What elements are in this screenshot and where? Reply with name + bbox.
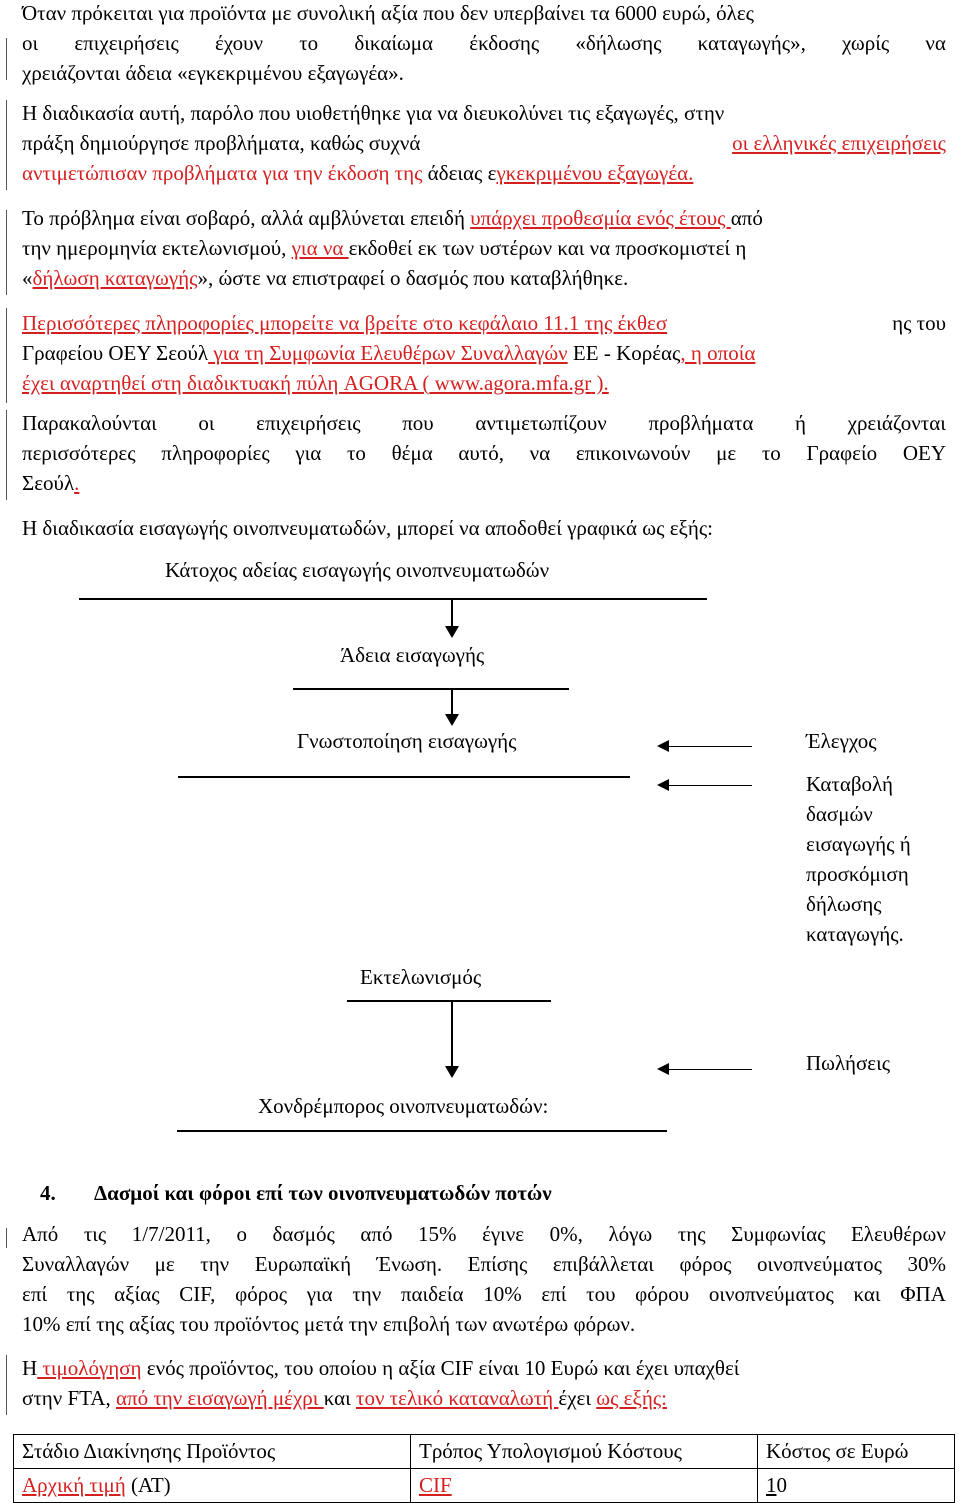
word: επί <box>541 1282 567 1306</box>
paragraph-line: χρειάζονται άδεια «εγκεκριμένου εξαγωγέα». <box>22 61 404 85</box>
paragraph-line <box>22 1284 946 1305</box>
cell-method <box>411 1469 758 1503</box>
holder-line <box>79 598 707 600</box>
word: από <box>360 1222 393 1246</box>
wholesaler-label: Χονδρέμπορος οινοπνευματωδών: <box>258 1094 549 1118</box>
text: ενός προϊόντος, του οποίου η αξία CIF είναι 10 Ευρώ και έχει υπαχθεί <box>141 1356 740 1380</box>
arrow-shaft <box>668 785 752 786</box>
arrow-shaft <box>668 1069 752 1070</box>
word: για <box>295 441 322 465</box>
agora-link[interactable]: www.agora.mfa.gr <box>429 371 592 395</box>
tracked-change: γκεκριμένου εξαγωγέα. <box>496 161 694 185</box>
word: χρειάζονται <box>847 411 946 435</box>
tracked-change: για να <box>291 236 349 260</box>
left-arrow-icon <box>657 740 669 752</box>
word: πληροφορίες <box>161 441 270 465</box>
text: Σεούλ <box>22 471 75 495</box>
paragraph-line <box>22 343 755 364</box>
arrow-shaft <box>451 1000 453 1067</box>
change-bar <box>6 410 7 500</box>
paragraph-line <box>22 473 79 494</box>
paragraph-line <box>22 413 946 434</box>
paragraph-line <box>22 313 946 334</box>
paragraph-line: 10% επί της αξίας του προϊόντος μετά την επιβολή των ανωτέρω φόρων. <box>22 1312 636 1336</box>
word: Ένωση. <box>376 1252 443 1276</box>
word: οινοπνεύματος <box>708 1282 834 1306</box>
word: Παρακαλούνται <box>22 411 157 435</box>
word: 15% <box>418 1222 457 1246</box>
word: αντιμετωπίζουν <box>475 411 607 435</box>
word: Συμφωνίας <box>731 1222 826 1246</box>
change-bar <box>6 100 7 190</box>
word: καταγωγής», <box>697 31 806 55</box>
word: την <box>200 1252 230 1276</box>
tracked-change: Αρχική τιμή <box>22 1473 126 1497</box>
text: την ημερομηνία εκτελωνισμού, <box>22 236 292 260</box>
customs-label: Εκτελωνισμός <box>360 965 482 989</box>
payment-line: δασμών <box>806 802 873 826</box>
text: από <box>730 206 763 230</box>
text: και <box>323 1386 356 1410</box>
word: Από <box>22 1222 59 1246</box>
word: προβλήματα <box>648 411 754 435</box>
word: φόρου <box>635 1282 690 1306</box>
word: της <box>677 1222 706 1246</box>
word: έκδοσης <box>469 31 540 55</box>
word: CIF, <box>179 1282 216 1306</box>
down-arrow-icon <box>445 714 459 726</box>
text: ης του <box>892 311 946 335</box>
word: να <box>529 441 551 465</box>
word: παιδεία <box>400 1282 464 1306</box>
paragraph-line: Η διαδικασία αυτή, παρόλο που υιοθετήθηκε για να διευκολύνει τις εξαγωγές, στην <box>22 101 725 125</box>
word: δασμός <box>272 1222 335 1246</box>
paragraph-line <box>22 443 946 464</box>
tracked-change: για τη Συμφωνία Ελευθέρων Συναλλαγών <box>208 341 568 365</box>
table-row <box>14 1469 955 1503</box>
paragraph-line <box>22 33 946 54</box>
text: 1 <box>766 1473 777 1497</box>
licence-line <box>293 688 569 690</box>
table-header-row <box>14 1435 955 1469</box>
payment-line: Καταβολή <box>806 772 893 796</box>
paragraph-line <box>22 373 609 394</box>
text: 0 <box>776 1473 787 1497</box>
word: Γραφείο <box>806 441 878 465</box>
text: έχει <box>558 1386 597 1410</box>
text: ΕΕ - Κορέας <box>567 341 681 365</box>
word: 30% <box>907 1252 946 1276</box>
word: που <box>402 411 434 435</box>
change-bar <box>6 38 7 80</box>
word: έγινε <box>482 1222 525 1246</box>
tracked-change: ). <box>591 371 609 395</box>
word: επιχειρήσεις <box>256 411 361 435</box>
cell-stage <box>14 1469 411 1503</box>
word: και <box>853 1282 881 1306</box>
paragraph-line <box>22 1358 739 1379</box>
word: 1/7/2011, <box>131 1222 211 1246</box>
word: του <box>586 1282 616 1306</box>
word: ο <box>236 1222 247 1246</box>
tracked-change: ως εξής: <box>596 1386 667 1410</box>
word: επιβάλλεται <box>552 1252 654 1276</box>
word: Συναλλαγών <box>22 1252 130 1276</box>
header-stage: Στάδιο Διακίνησης Προϊόντος <box>14 1435 411 1469</box>
arrow-shaft <box>451 598 453 627</box>
tracked-change: CIF <box>419 1473 452 1497</box>
arrow-shaft <box>668 746 752 747</box>
customs-line <box>347 1000 551 1002</box>
word: για <box>306 1282 333 1306</box>
tracked-change: , η οποία <box>680 341 756 365</box>
payment-line: δήλωσης <box>806 892 882 916</box>
header-cost: Κόστος σε Ευρώ <box>758 1435 955 1469</box>
change-bar <box>6 308 7 403</box>
paragraph-line <box>22 1388 667 1409</box>
section-number: 4. <box>40 1181 56 1205</box>
word: Ελευθέρων <box>850 1222 946 1246</box>
change-bar <box>6 1355 7 1415</box>
header-method: Τρόπος Υπολογισμού Κόστους <box>411 1435 758 1469</box>
word: οι <box>22 31 39 55</box>
text: Γραφείου ΟΕΥ Σεούλ <box>22 341 209 365</box>
tracked-change: δήλωση καταγωγής <box>32 266 198 290</box>
tracked-change: έχει αναρτηθεί στη διαδικτυακή πύλη AGORA ( <box>22 371 430 395</box>
word: το <box>761 441 781 465</box>
down-arrow-icon <box>445 1066 459 1078</box>
tracked-change: Περισσότερες πληροφορίες μπορείτε να βρείτε στο κεφάλαιο 11.1 της έκθεσ <box>22 311 668 335</box>
word: 10% <box>483 1282 522 1306</box>
paragraph-line <box>22 163 693 184</box>
word: επί <box>22 1282 48 1306</box>
word: έχουν <box>214 31 264 55</box>
holder-label: Κάτοχος αδείας εισαγωγής οινοπνευματωδών <box>165 558 550 582</box>
word: Ευρωπαϊκή <box>254 1252 352 1276</box>
text: στην FTA, <box>22 1386 116 1410</box>
word: θέμα <box>391 441 433 465</box>
word: το <box>346 441 366 465</box>
section-title: Δασμοί και φόροι επί των οινοπνευματωδών ποτών <box>94 1181 552 1205</box>
payment-line: προσκόμιση <box>806 862 909 886</box>
word: οινοπνεύματος <box>756 1252 882 1276</box>
word: ΟΕΥ <box>902 441 946 465</box>
text: πράξη δημιούργησε προβλήματα, καθώς συχνά <box>22 131 426 155</box>
paragraph-line <box>22 238 746 259</box>
word: να <box>925 31 946 55</box>
wholesaler-line <box>177 1130 667 1132</box>
word: Επίσης <box>467 1252 528 1276</box>
tracked-change: τον τελικό καταναλωτή <box>356 1386 559 1410</box>
left-arrow-icon <box>657 1063 669 1075</box>
text: άδειας ε <box>427 161 497 185</box>
word: χωρίς <box>842 31 890 55</box>
tracked-change: τιμολόγηση <box>37 1356 142 1380</box>
word: 0%, <box>549 1222 583 1246</box>
payment-line: καταγωγής. <box>806 922 904 946</box>
text: εκδοθεί εκ των υστέρων και να προσκομιστεί η <box>348 236 747 260</box>
word: τις <box>83 1222 107 1246</box>
text: Η <box>22 1356 38 1380</box>
tracked-change: από την εισαγωγή μέχρι <box>115 1386 324 1410</box>
word: οι <box>198 411 215 435</box>
payment-line: εισαγωγής ή <box>806 832 911 856</box>
left-arrow-icon <box>657 779 669 791</box>
word: της <box>66 1282 95 1306</box>
word: αξίας <box>114 1282 160 1306</box>
tracked-change: . <box>74 471 80 495</box>
word: ή <box>795 411 806 435</box>
down-arrow-icon <box>445 626 459 638</box>
word: αυτό, <box>458 441 504 465</box>
paragraph-line <box>22 208 763 229</box>
tracked-change: αντιμετώπισαν προβλήματα για την έκδοση της <box>22 161 428 185</box>
word: ΦΠΑ <box>900 1282 946 1306</box>
word: την <box>352 1282 382 1306</box>
sales-label: Πωλήσεις <box>806 1051 891 1075</box>
text: », ώστε να επιστραφεί ο δασμός που καταβλήθηκε. <box>197 266 629 290</box>
word: λόγω <box>608 1222 653 1246</box>
arrow-shaft <box>451 688 453 715</box>
notification-label: Γνωστοποίηση εισαγωγής <box>297 729 517 753</box>
paragraph-line <box>22 268 628 289</box>
word: με <box>716 441 737 465</box>
paragraph-line: Όταν πρόκειται για προϊόντα με συνολική αξία που δεν υπερβαίνει τα 6000 ευρώ, όλες <box>22 1 754 25</box>
word: επικοινωνούν <box>575 441 691 465</box>
text: (AT) <box>125 1473 171 1497</box>
word: δικαίωμα <box>354 31 434 55</box>
word: φόρος <box>235 1282 288 1306</box>
tracked-change: υπάρχει προθεσμία ενός έτους <box>470 206 731 230</box>
word: περισσότερες <box>22 441 136 465</box>
word: το <box>299 31 319 55</box>
cell-cost <box>758 1469 955 1503</box>
tracked-change: οι ελληνικές επιχειρήσεις <box>732 131 946 155</box>
paragraph-line: Η διαδικασία εισαγωγής οινοπνευματωδών, μπορεί να αποδοθεί γραφικά ως εξής: <box>22 516 714 540</box>
word: με <box>154 1252 175 1276</box>
word: επιχειρήσεις <box>74 31 179 55</box>
cost-table <box>13 1434 955 1503</box>
text: Το πρόβλημα είναι σοβαρό, αλλά αμβλύνεται επειδή <box>22 206 471 230</box>
paragraph-line <box>22 1254 946 1275</box>
licence-label: Άδεια εισαγωγής <box>340 643 485 667</box>
control-label: Έλεγχος <box>806 729 877 753</box>
paragraph-line <box>22 1224 946 1245</box>
text: « <box>22 266 33 290</box>
notification-line <box>178 776 630 778</box>
change-bar <box>6 210 7 295</box>
word: φόρος <box>679 1252 732 1276</box>
paragraph-line <box>22 133 946 154</box>
word: «δήλωσης <box>575 31 662 55</box>
change-bar <box>6 1228 7 1248</box>
